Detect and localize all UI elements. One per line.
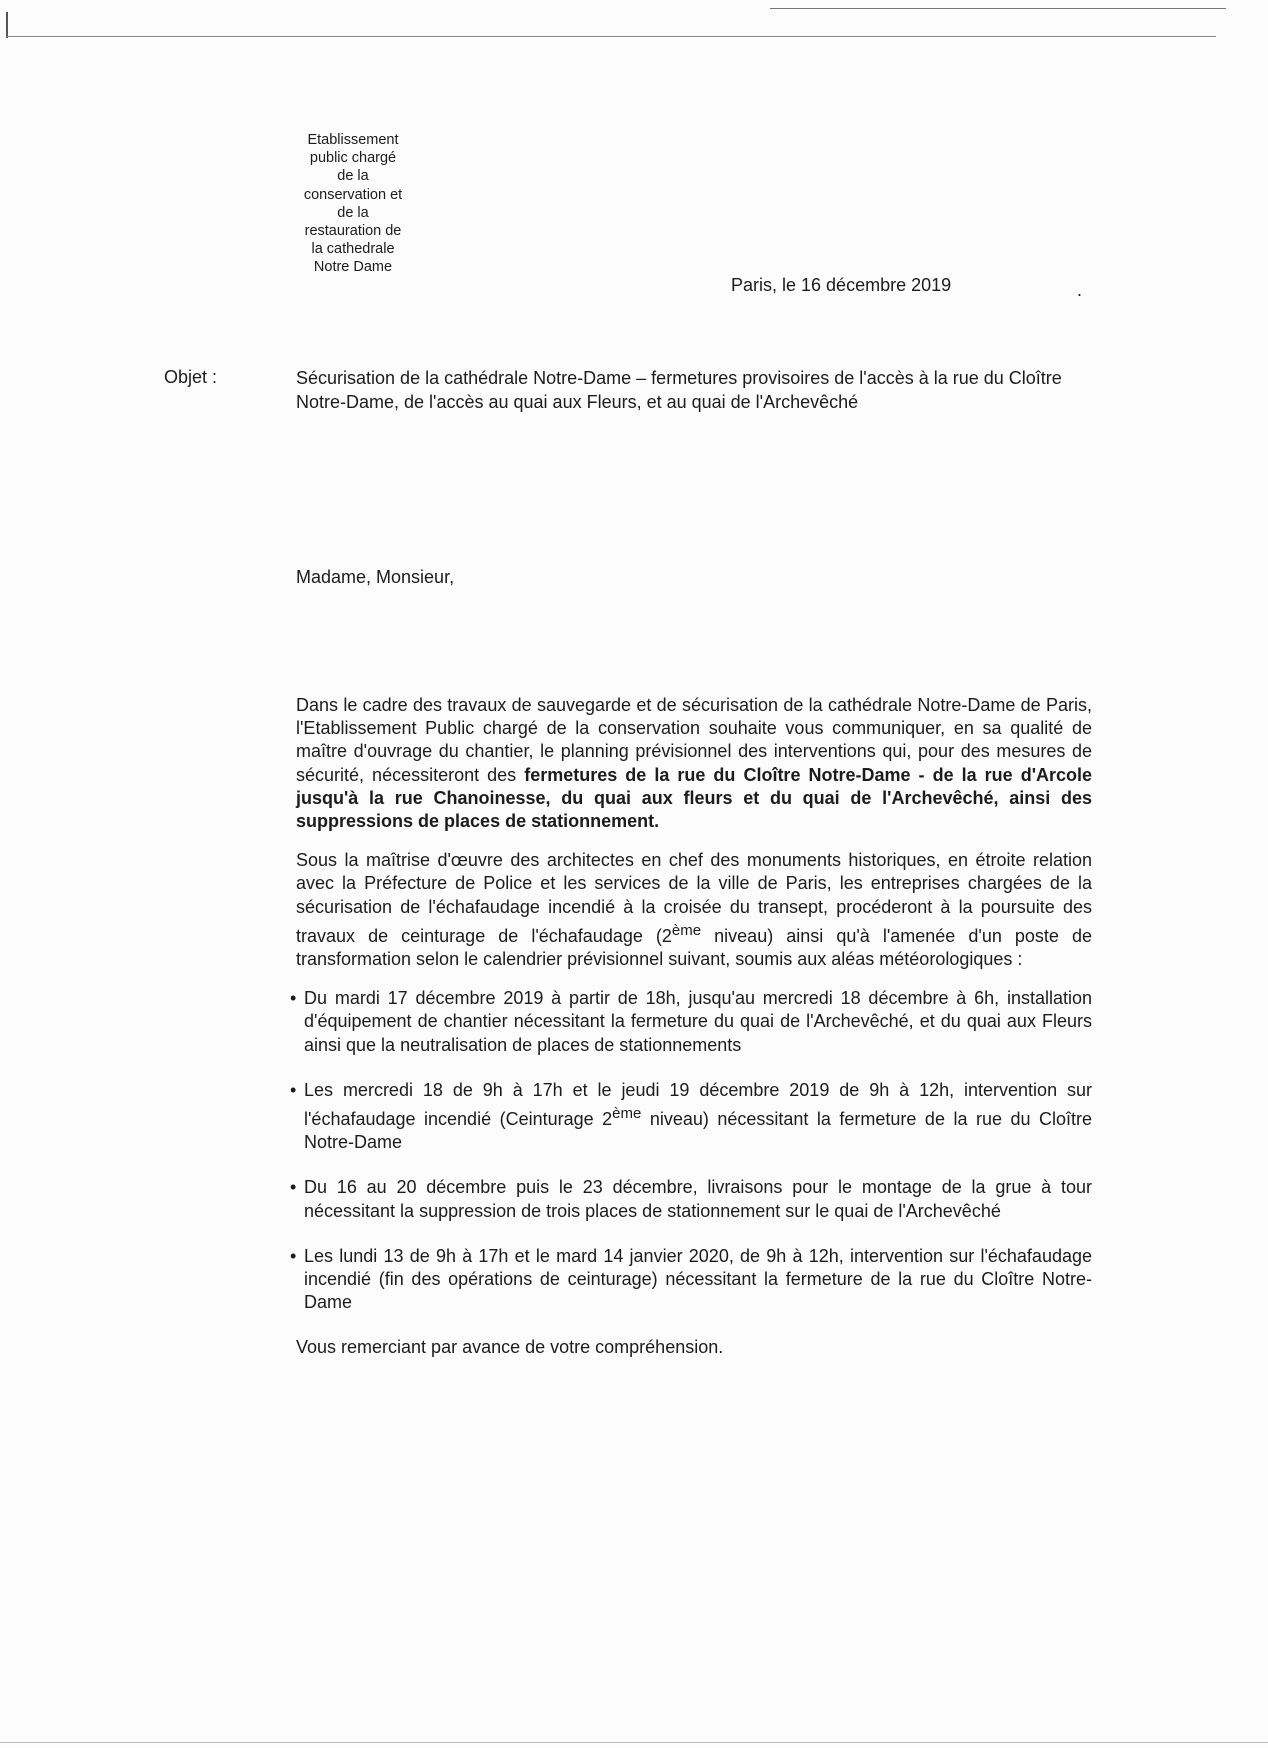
sender-line: restauration de xyxy=(304,223,402,240)
sender-line: conservation et xyxy=(303,186,403,203)
sender-block xyxy=(280,131,426,277)
list-item xyxy=(290,1245,1092,1315)
superscript: ème xyxy=(671,921,702,939)
salutation: Madame, Monsieur, xyxy=(296,567,455,587)
stray-dot: . xyxy=(1077,280,1083,300)
list-item xyxy=(290,1079,1092,1155)
subject-text: Sécurisation de la cathédrale Notre-Dame – fermetures provisoires de l'accès à la rue du Cloître Notre-Dame, de l'accès au quai aux Fleurs, et au quai de l'Archevêché xyxy=(296,368,1062,412)
sender-line: Etablissement xyxy=(307,132,399,148)
sender-line: de la xyxy=(337,168,369,185)
scan-mark-top xyxy=(770,8,1226,9)
scan-mark-bottom xyxy=(0,1742,1268,1743)
paragraph-intro-text: Dans le cadre des travaux de sauvegarde et de sécurisation de la cathédrale Notre-Dame de Paris, l'Etablissement Public chargé de la conservation souhaite vous communiquer, en sa qualité de maître d'ouvrage du chantier, le planning prévisionnel des interventions qui, pour des mesures de sécurité, nécessiteront des xyxy=(296,695,1092,785)
bullet-icon: • xyxy=(290,1177,297,1198)
subject-label: Objet : xyxy=(164,367,218,387)
scan-mark-horizontal xyxy=(6,36,1216,37)
bullet-icon: • xyxy=(290,988,297,1009)
list-item-text-end: niveau) nécessitant la fermeture de la rue du Cloître Notre-Dame xyxy=(304,1109,1092,1153)
paragraph-intro-bold: fermetures de la rue du Cloître Notre-Dame - de la rue d'Arcole jusqu'à la rue Chanoinesse, du quai aux fleurs et du quai de l'Archevêché, ainsi des suppressions de places de stationnement. xyxy=(296,764,1092,832)
list-item-text: Du mardi 17 décembre 2019 à partir de 18h, jusqu'au mercredi 18 décembre à 6h, installation d'équipement de chantier nécessitant la fermeture du quai de l'Archevêché, et du quai aux Fleurs ainsi que la neutralisation de places de stationnements xyxy=(304,988,1092,1055)
list-item xyxy=(290,987,1092,1057)
letter-date: Paris, le 16 décembre 2019 xyxy=(731,275,952,295)
letter-body xyxy=(290,694,1092,1376)
schedule-list xyxy=(290,987,1092,1314)
bullet-icon: • xyxy=(290,1245,297,1266)
list-item xyxy=(290,1176,1092,1222)
sender-line: la cathedrale xyxy=(311,241,395,258)
list-item-text: Les mercredi 18 de 9h à 17h et le jeudi 19 décembre 2019 de 9h à 12h, intervention sur l'échafaudage incendié (Ceinturage 2 xyxy=(304,1079,1092,1130)
paragraph-intro xyxy=(296,694,1092,833)
sender-line: public chargé xyxy=(309,150,397,167)
sender-line: de la xyxy=(337,204,369,221)
scan-mark-vertical xyxy=(6,12,8,38)
closing-line: Vous remerciant par avance de votre compréhension. xyxy=(296,1337,724,1358)
list-item-text: Les lundi 13 de 9h à 17h et le mard 14 janvier 2020, de 9h à 12h, intervention sur l'échafaudage incendié (fin des opérations de ceinturage) nécessitant la fermeture de la rue du Cloître Notre-Dame xyxy=(304,1245,1092,1313)
sender-line: Notre Dame xyxy=(313,259,393,276)
bullet-icon: • xyxy=(290,1079,297,1100)
paragraph-context-text: Sous la maîtrise d'œuvre des architectes en chef des monuments historiques, en étroite relation avec la Préfecture de Police et les services de la ville de Paris, les entreprises chargées de la sécurisation de l'échafaudage incendié à la croisée du transept, procéderont à la poursuite des travaux de ceinturage de l'échafaudage (2 xyxy=(296,850,1092,946)
paragraph-context-text-end: niveau) ainsi qu'à l'amenée d'un poste de transformation selon le calendrier prévisionnel suivant, soumis aux aléas météorologiques : xyxy=(296,925,1092,970)
paragraph-context xyxy=(296,849,1092,971)
superscript: ème xyxy=(612,1105,642,1123)
list-item-text: Du 16 au 20 décembre puis le 23 décembre, livraisons pour le montage de la grue à tour nécessitant la suppression de trois places de stationnement sur le quai de l'Archevêché xyxy=(304,1177,1092,1221)
